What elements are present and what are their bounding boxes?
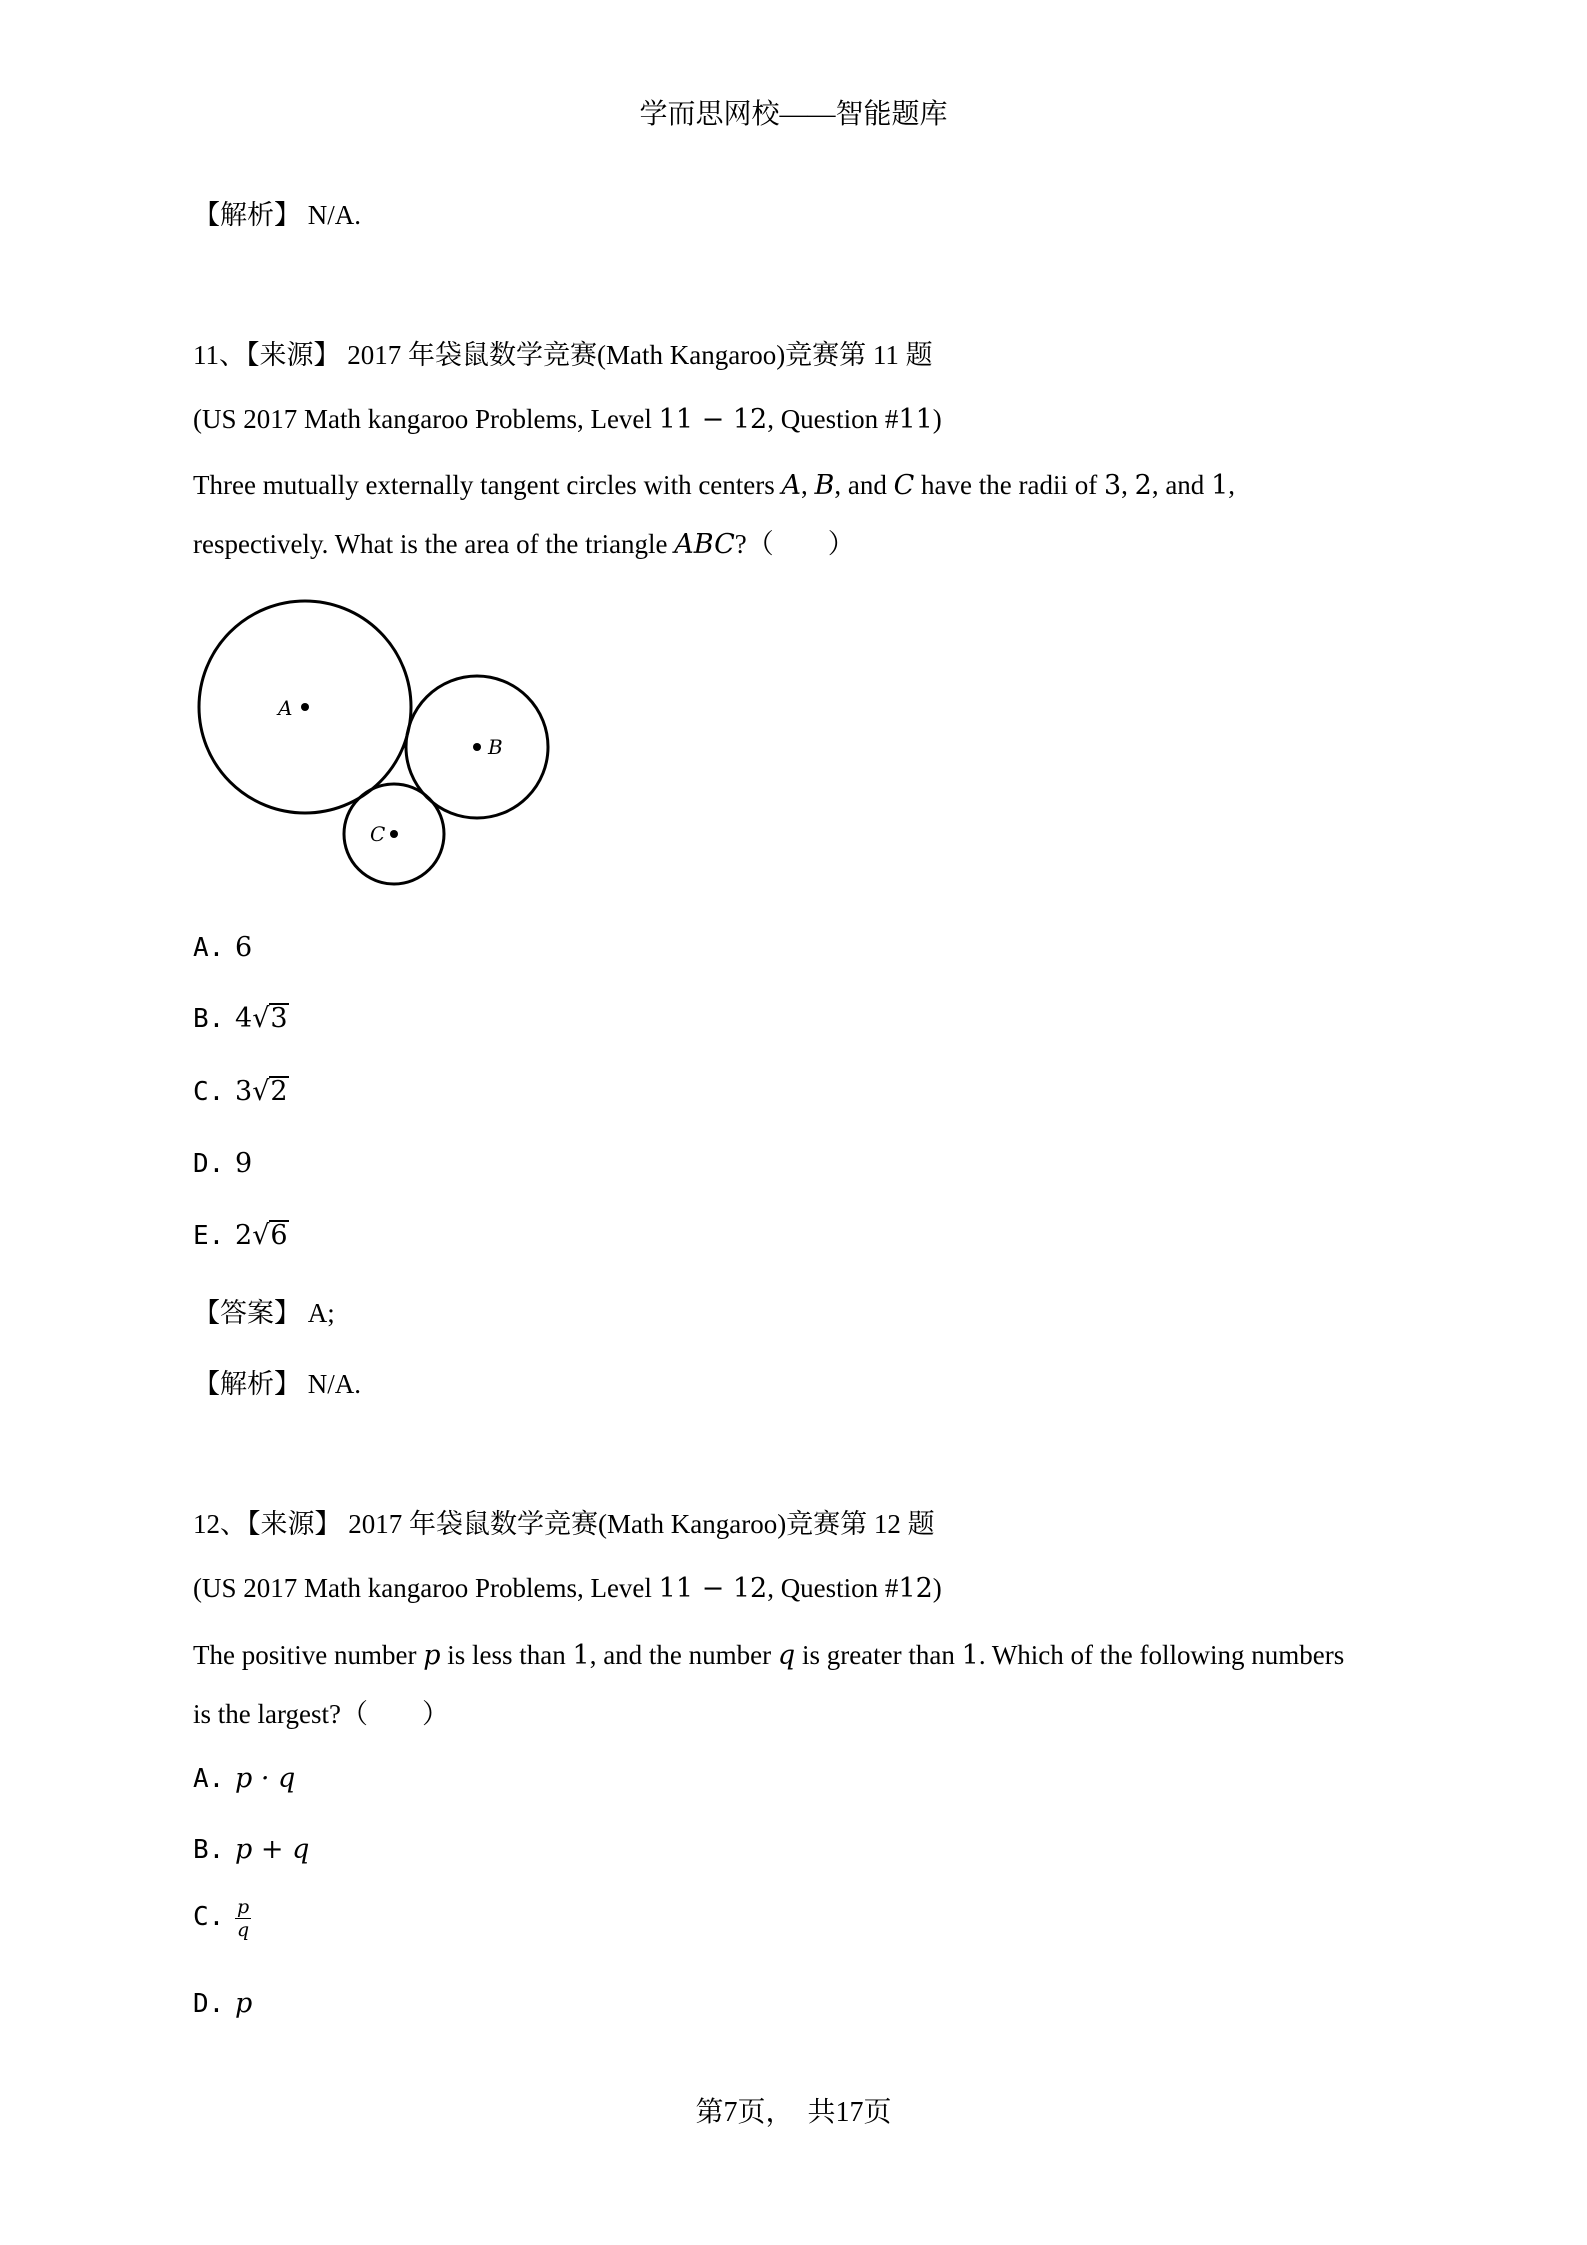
q11-end1: , [1228,470,1235,500]
q12-source: 12、【来源】 2017 年袋鼠数学竞赛(Math Kangaroo)竞赛第 12 题 [193,1509,935,1539]
q11-reference [193,404,942,435]
q12-text-d: is greater than [795,1640,962,1670]
sqrt-symbol: √3 [252,1003,288,1034]
q12-text-line1 [193,1640,1344,1671]
option-coef: 3 [235,1076,253,1107]
option-radicand: 3 [270,1003,288,1034]
q11-radius-2: 2 [1134,470,1152,501]
q12-text-line2: is the largest?（ ） [193,1699,449,1729]
q11-answer: 【答案】 A; [193,1298,335,1328]
option-letter: C. [193,1902,225,1933]
q11-text-line1 [193,470,1235,501]
option-expr: p [235,1988,253,2019]
q11-and: , and [834,470,894,500]
page-footer: 第7页， 共17页 [695,2097,892,2128]
option-letter: D. [193,1989,225,2019]
q12-text-a: The positive number [193,1640,424,1670]
center-b-dot [473,743,481,751]
q11-var-a: A [781,470,802,501]
center-a-dot [301,703,309,711]
sqrt-symbol: √2 [252,1076,288,1107]
option-coef: 2 [235,1220,253,1251]
q12-text-b: is less than [440,1640,573,1670]
label-a: A [278,696,293,720]
q11-text-line2 [193,522,855,561]
option-expr: p + q [235,1834,310,1865]
q11-radius-3: 3 [1103,470,1122,501]
option-fraction [235,1898,251,1940]
q12-text-e: . Which of the following numbers [978,1640,1345,1670]
q11-var-b: B [814,470,835,501]
q11-ref-level: 11 − 12 [658,404,768,435]
q11-sep2: , [1121,470,1135,500]
option-radicand: 6 [270,1220,288,1251]
q12-ref-post: ) [932,1573,942,1603]
q11-and2: , and [1151,470,1212,500]
fraction-numerator: p [237,1896,250,1918]
q11-option-c [193,1076,289,1107]
page-header: 学而思网校——智能题库 [639,99,948,130]
option-value: 9 [235,1148,253,1179]
option-letter: B. [193,1835,225,1865]
q12-ref-mid: , Question # [767,1573,899,1603]
q11-var-c: C [893,470,915,501]
prev-analysis: 【解析】 N/A. [193,200,361,230]
q12-reference [193,1573,942,1604]
q11-ref-post: ) [932,404,942,434]
option-letter: B. [193,1004,225,1034]
option-coef: 4 [235,1003,253,1034]
q12-ref-level: 11 − 12 [658,1573,768,1604]
q11-ref-num: 11 [898,404,933,435]
label-c: C [370,822,386,846]
option-letter: A. [193,1764,225,1794]
q12-text-c: , and the number [589,1640,778,1670]
q12-one-1: 1 [572,1640,590,1671]
q11-option-a [193,932,252,963]
fraction-denominator: q [237,1919,250,1941]
q11-text2-a: respectively. What is the area of the triangle [193,529,675,559]
q12-one-2: 1 [961,1640,979,1671]
q11-text-b: have the radii of [914,470,1104,500]
q11-source: 11、【来源】 2017 年袋鼠数学竞赛(Math Kangaroo)竞赛第 11 题 [193,340,933,370]
q12-ref-pre: (US 2017 Math kangaroo Problems, Level [193,1573,659,1603]
q11-option-e [193,1220,289,1251]
q11-circles-figure [190,590,560,900]
option-radicand: 2 [270,1076,288,1107]
q12-option-d [193,1988,252,2019]
center-c-dot [390,830,398,838]
option-expr: p · q [235,1763,296,1794]
q12-option-b [193,1834,309,1865]
option-letter: D. [193,1149,225,1179]
sqrt-symbol: √6 [252,1220,288,1251]
q11-ref-mid: , Question # [767,404,899,434]
q11-option-b [193,1003,289,1034]
option-letter: C. [193,1077,225,1107]
q12-option-a [193,1763,295,1794]
q11-sep1: , [801,470,815,500]
q11-text2-end: ?（ ） [734,529,855,559]
q12-var-p: p [423,1640,441,1671]
option-letter: E. [193,1221,225,1251]
q12-option-c [193,1898,251,1940]
q11-text-a: Three mutually externally tangent circles with centers [193,470,782,500]
q12-ref-num: 12 [898,1573,933,1604]
option-value: 6 [235,932,253,963]
q11-var-abc: ABC [674,529,735,560]
q11-analysis: 【解析】 N/A. [193,1369,361,1399]
q12-var-q: q [777,1640,796,1671]
q11-option-d [193,1148,252,1179]
q11-ref-pre: (US 2017 Math kangaroo Problems, Level [193,404,659,434]
q11-radius-1: 1 [1211,470,1229,501]
label-b: B [488,735,503,759]
option-letter: A. [193,933,225,963]
